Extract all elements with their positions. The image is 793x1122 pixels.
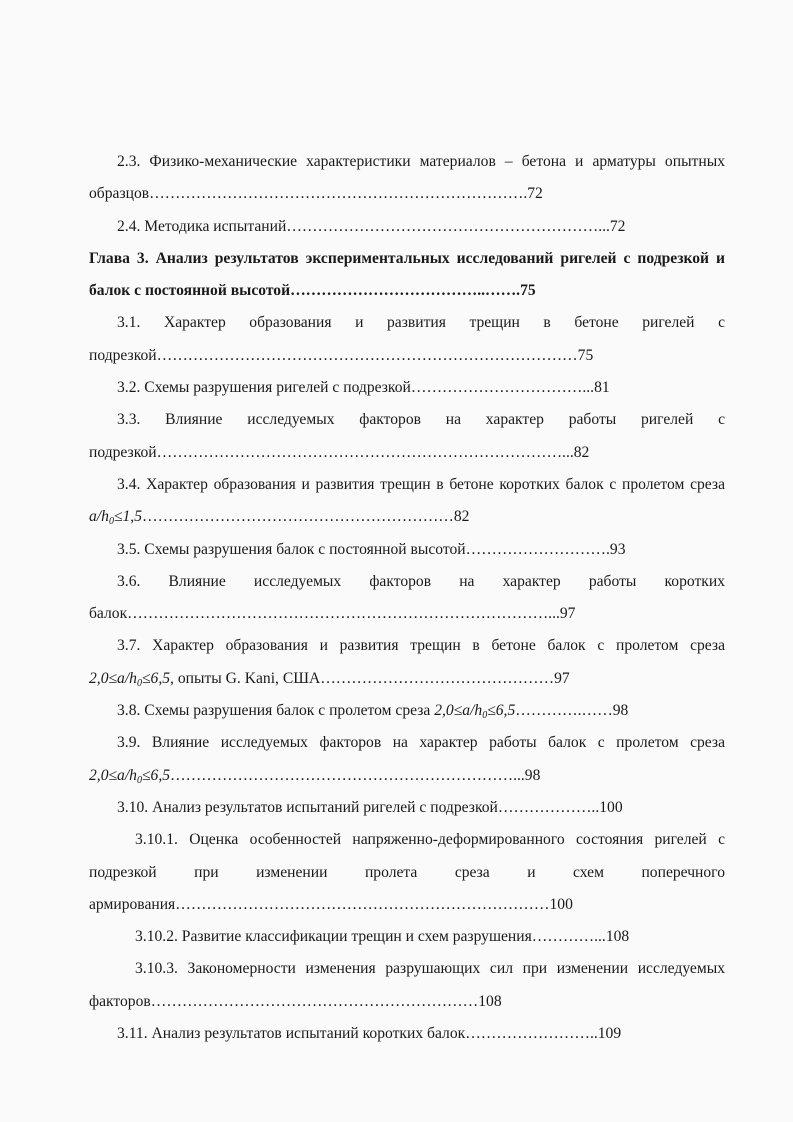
- toc-entry-3-7: 3.7. Характер образования и развития трещин в бетоне балок с пролетом среза $2,0\le a/h_0\le 6,5$, опыты G. Kani, США………………………………………97: [89, 637, 725, 689]
- toc-entry-3-6: 3.6. Влияние исследуемых факторов на характер работы коротких балок………………………………………………………………………...97: [89, 572, 725, 623]
- toc-entry-3-10-3: 3.10.3. Закономерности изменения разрушающих сил при изменении исследуемых факторов………………………………………………………108: [89, 960, 725, 1010]
- toc-entry-3-9: 3.9. Влияние исследуемых факторов на характер работы балок с пролетом среза $2,0\le a/h_0\le 6,5\dots\dots\dots\dots\dots\dots\dots\dots\dots\dots\dots\dots\dots\dots\dots\dots\dots\dots\dots\dots\dots\dots...98$: [89, 734, 725, 786]
- toc-entry-3-11: 3.11. Анализ результатов испытаний коротких балок……………………..109: [117, 1025, 622, 1043]
- toc-entry-3-5: 3.5. Схемы разрушения балок с постоянной высотой……………………….93: [117, 540, 626, 558]
- toc-entry-3-10-1: 3.10.1. Оценка особенностей напряженно-деформированного состояния ригелей с подрезкой при изменении пролета среза и схем поперечного армирования………………………………………………………………100: [89, 831, 725, 913]
- toc-entry-3-10: 3.10. Анализ результатов испытаний ригелей с подрезкой………………..100: [117, 798, 623, 816]
- toc-entry-2-4: 2.4. Методика испытаний……………………………………………………...72: [117, 217, 626, 235]
- table-of-contents: [89, 146, 725, 1050]
- toc-entry-3-1: 3.1. Характер образования и развития трещин в бетоне ригелей с подрезкой………………………………………………………………………75: [89, 314, 725, 364]
- toc-entry-3-2: 3.2. Схемы разрушения ригелей с подрезкой……………………………...81: [117, 379, 610, 397]
- toc-entry-2-3: 2.3. Физико-механические характеристики материалов – бетона и арматуры опытных образцов……………………………………………………………….72: [89, 153, 725, 203]
- toc-chapter-3: Глава 3. Анализ результатов экспериментальных исследований ригелей с подрезкой и балок с постоянной высотой………………………………..…….75: [89, 249, 725, 300]
- toc-entry-3-3: 3.3. Влияние исследуемых факторов на характер работы ригелей с подрезкой……………………………………………………………………...82: [89, 411, 725, 461]
- toc-entry-3-8: 3.8. Схемы разрушения балок с пролетом среза $2,0\le a/h_0\le 6,5\dots\dots\dots\dots.\dots\dots 98$: [117, 702, 629, 722]
- toc-entry-3-4: 3.4. Характер образования и развития трещин в бетоне коротких балок с пролетом среза $a/h_0\le 1,5\dots\dots\dots\dots\dots\dots\dots\dots\dots\dots\dots\dots\dots\dots\dots\dots\dots\dots\dots\dots 82$: [89, 475, 725, 528]
- toc-entry-3-10-2: 3.10.2. Развитие классификации трещин и схем разрушения…………...108: [135, 928, 630, 946]
